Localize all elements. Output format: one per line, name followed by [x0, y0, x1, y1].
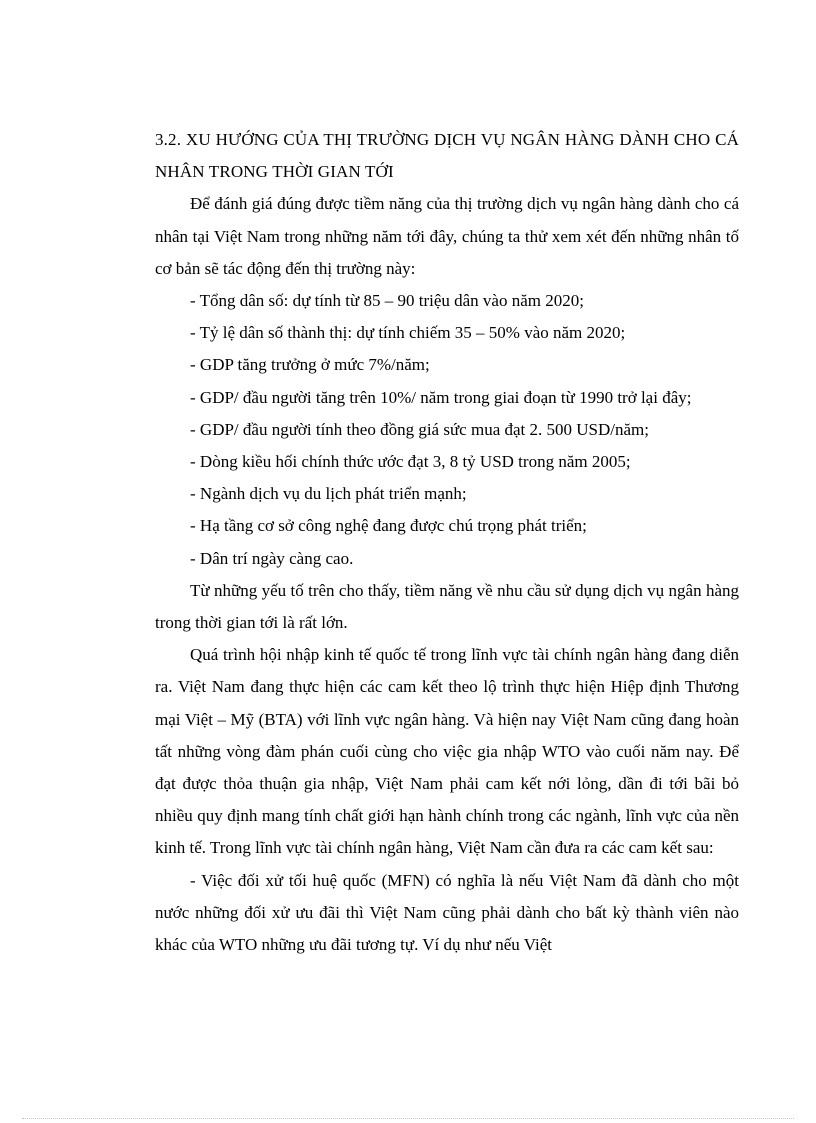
- factor-item: - Dân trí ngày càng cao.: [190, 548, 354, 568]
- factor-item: - GDP/ đầu người tính theo đồng giá sức mua đạt 2. 500 USD/năm;: [190, 419, 649, 439]
- commitment-item: - Việc đối xử tối huệ quốc (MFN) có nghĩa là nếu Việt Nam đã dành cho một nước những đối xử ưu đãi thì Việt Nam cũng phải dành cho bất kỳ thành viên nào khác của WTO những ưu đãi tương tự. Ví dụ như nếu Việt: [155, 870, 739, 955]
- page-bottom-divider: [22, 1118, 794, 1119]
- factor-item: - GDP tăng trưởng ở mức 7%/năm;: [190, 355, 430, 375]
- factor-item: - GDP/ đầu người tăng trên 10%/ năm trong giai đoạn từ 1990 trở lại đây;: [190, 387, 692, 407]
- intro-paragraph: Để đánh giá đúng được tiềm năng của thị trường dịch vụ ngân hàng dành cho cá nhân tại Việt Nam trong những năm tới đây, chúng ta thử xem xét đến những nhân tố cơ bản sẽ tác động đến thị trường này:: [155, 194, 739, 278]
- factor-item: - Tỷ lệ dân số thành thị: dự tính chiếm 35 – 50% vào năm 2020;: [190, 323, 626, 343]
- integration-paragraph: Quá trình hội nhập kinh tế quốc tế trong lĩnh vực tài chính ngân hàng đang diễn ra. Việt Nam đang thực hiện các cam kết theo lộ trình thực hiện Hiệp định Thương mại Việt – Mỹ (BTA) với lĩnh vực ngân hàng. Và hiện nay Việt Nam cũng đang hoàn tất những vòng đàm phán cuối cùng cho việc gia nhập WTO vào cuối năm nay. Để đạt được thỏa thuận gia nhập, Việt Nam phải cam kết nới lỏng, dần đi tới bãi bỏ nhiều quy định mang tính chất giới hạn hành chính trong các ngành, lĩnh vực của nền kinh tế. Trong lĩnh vực tài chính ngân hàng, Việt Nam cần đưa ra các cam kết sau:: [155, 645, 739, 858]
- section-heading: 3.2. XU HƯỚNG CỦA THỊ TRƯỜNG DỊCH VỤ NGÂN HÀNG DÀNH CHO CÁ NHÂN TRONG THỜI GIAN TỚI: [155, 130, 739, 182]
- document-page: [155, 124, 739, 961]
- factor-item: - Tổng dân số: dự tính từ 85 – 90 triệu dân vào năm 2020;: [190, 291, 584, 311]
- factor-item: - Dòng kiều hối chính thức ước đạt 3, 8 tỷ USD trong năm 2005;: [190, 452, 631, 472]
- conclusion-paragraph: Từ những yếu tố trên cho thấy, tiềm năng về nhu cầu sử dụng dịch vụ ngân hàng trong thời gian tới là rất lớn.: [155, 580, 739, 633]
- factor-item: - Hạ tầng cơ sở công nghệ đang được chú trọng phát triển;: [190, 516, 587, 536]
- factor-item: - Ngành dịch vụ du lịch phát triển mạnh;: [190, 484, 467, 504]
